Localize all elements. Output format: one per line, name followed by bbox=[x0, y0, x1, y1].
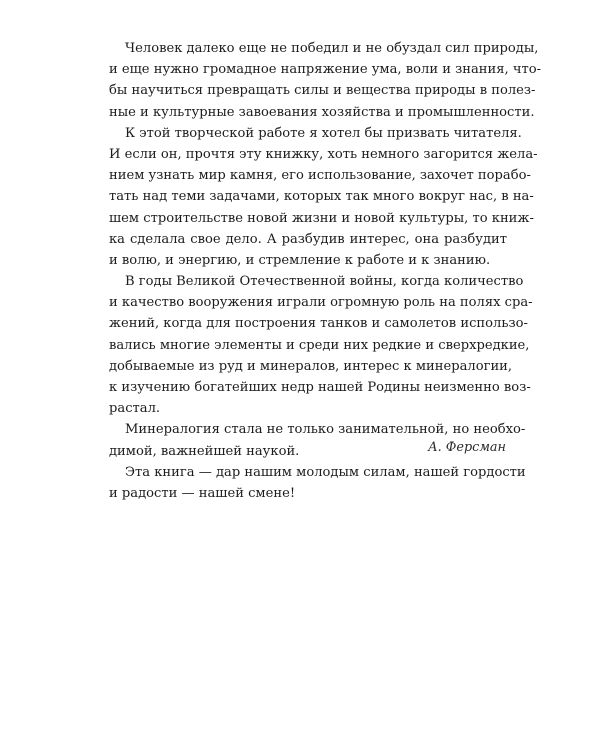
text-line: и радости — нашей смене! bbox=[109, 485, 296, 501]
body-text bbox=[109, 38, 542, 504]
text-line: тать над теми задачами, которых так много вокруг нас, в на- bbox=[109, 189, 534, 205]
text-line: бы научиться превращать силы и вещества природы в полез- bbox=[109, 83, 536, 99]
author-signature: А. Ферсман bbox=[427, 440, 506, 455]
text-line: И если он, прочтя эту книжку, хоть немного загорится жела- bbox=[109, 146, 538, 162]
text-line: растал. bbox=[109, 401, 161, 417]
text-line: вались многие элементы и среди них редкие и сверхредкие, bbox=[109, 337, 530, 353]
text-line: и волю, и энергию, и стремление к работе и к знанию. bbox=[109, 252, 491, 268]
text-line: ные и культурные завоевания хозяйства и промышленности. bbox=[109, 104, 535, 120]
text-line: нием узнать мир камня, его использование, захочет порабо- bbox=[109, 168, 531, 184]
text-line: жений, когда для построения танков и самолетов использо- bbox=[109, 316, 528, 332]
text-line: димой, важнейшей наукой. bbox=[109, 443, 300, 459]
text-line: В годы Великой Отечественной войны, когда количество bbox=[125, 274, 524, 290]
text-line: К этой творческой работе я хотел бы призвать читателя. bbox=[125, 125, 522, 141]
text-line: и качество вооружения играли огромную роль на полях сра- bbox=[109, 295, 533, 311]
text-line: Минералогия стала не только занимательной, но необхо- bbox=[125, 422, 526, 438]
text-line: ка сделала свое дело. А разбудив интерес, она разбудит bbox=[109, 231, 507, 247]
text-line: добываемые из руд и минералов, интерес к минералогии, bbox=[109, 358, 513, 374]
text-line: шем строительстве новой жизни и новой культуры, то книж- bbox=[109, 210, 534, 226]
text-line: к изучению богатейших недр нашей Родины неизменно воз- bbox=[109, 380, 531, 395]
text-line: Эта книга — дар нашим молодым силам, нашей гордости bbox=[125, 464, 526, 480]
text-line: и еще нужно громадное напряжение ума, воли и знания, что- bbox=[109, 62, 542, 78]
text-line: Человек далеко еще не победил и не обуздал сил природы, bbox=[125, 41, 539, 56]
